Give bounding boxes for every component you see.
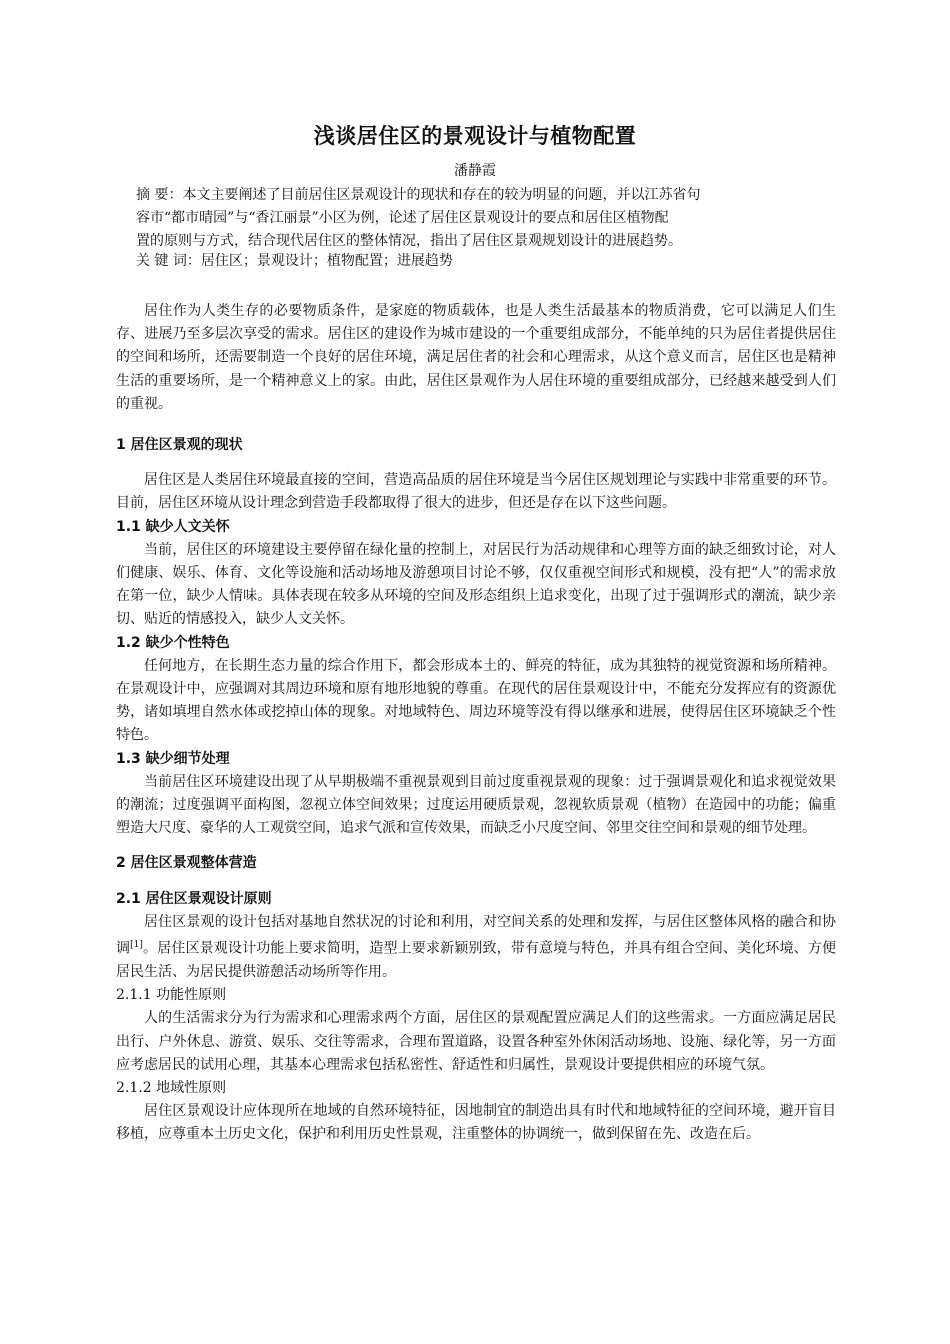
section-2-1-text-b: 。居住区景观设计功能上要求简明，造型上要求新颖别致，带有意境与特色，并具有组合空间、美化环境、方便居民生活、为居民提供游憩活动场所等作用。 — [116, 940, 837, 980]
section-2-1-2-heading: 2.1.2 地域性原则 — [116, 1079, 227, 1096]
section-1-1-heading: 1.1 缺少人文关怀 — [116, 518, 230, 535]
section-2-1-paragraph — [116, 911, 836, 984]
section-1-2-heading: 1.2 缺少个性特色 — [116, 634, 230, 651]
abstract-label: 摘 要： — [136, 187, 183, 203]
abstract-text-2: 容市“都市晴园”与“香江丽景”小区为例，论述了居住区景观设计的要点和居住区植物配 — [136, 210, 669, 226]
section-1-2-paragraph: 任何地方，在长期生态力量的综合作用下，都会形成本土的、鲜亮的特征，成为其独特的视觉资源和场所精神。在景观设计中，应强调对其周边环境和原有地形地貌的尊重。在现代的居住景观设计中，不能充分发挥应有的资源优势，诸如填埋自然水体或挖掉山体的现象。对地域特色、周边环境等没有得以继承和进展，使得居住区环境缺乏个性特色。 — [116, 657, 836, 744]
section-2-1-2-paragraph: 居住区景观设计应体现所在地域的自然环境特征，因地制宜的制造出具有时代和地域特征的空间环境，避开盲目移植，应尊重本土历史文化，保护和利用历史性景观，注重整体的协调统一，做到保留在先、改造在后。 — [116, 1103, 836, 1143]
paper-title: 浅谈居住区的景观设计与植物配置 — [313, 124, 637, 148]
section-1-heading: 1 居住区景观的现状 — [116, 437, 243, 454]
section-1-3-heading: 1.3 缺少细节处理 — [116, 750, 230, 767]
paper-body — [116, 300, 836, 1147]
section-1-3-paragraph: 当前居住区环境建设出现了从早期极端不重视景观到目前过度重视景观的现象：过于强调景观化和追求视觉效果的潮流；过度强调平面构图，忽视立体空间效果；过度运用硬质景观，忽视软质景观（植物）在造园中的功能；偏重塑造大尺度、豪华的人工观赏空间，追求气派和宣传效果，而缺乏小尺度空间、邻里交往空间和景观的细节处理。 — [116, 773, 836, 837]
abstract-text-3: 置的原则与方式，结合现代居住区的整体情况，指出了居住区景观规划设计的进展趋势。 — [136, 233, 682, 249]
keywords-label: 关 键 词： — [136, 253, 201, 269]
abstract-line-1 — [136, 184, 826, 207]
section-2-1-text-a: 居住区景观的设计包括对基地自然状况的讨论和利用，对空间关系的处理和发挥，与居住区整体风格的融合和协调 — [116, 913, 836, 957]
abstract — [136, 184, 826, 253]
keywords — [136, 250, 826, 273]
keywords-text: 居住区；景观设计；植物配置；进展趋势 — [200, 253, 453, 269]
intro-paragraph: 居住作为人类生存的必要物质条件，是家庭的物质载体，也是人类生活最基本的物质消费，它可以满足人们生存、进展乃至多层次享受的需求。居住区的建设作为城市建设的一个重要组成部分，不能单纯的只为居住者提供居住的空间和场所，还需要制造一个良好的居住环境，满足居住者的社会和心理需求，从这个意义而言，居住区也是精神生活的重要场所，是一个精神意义上的家。由此，居住区景观作为人居住环境的重要组成部分，已经越来越受到人们的重视。 — [116, 303, 836, 412]
section-1-1-paragraph: 当前，居住区的环境建设主要停留在绿化量的控制上，对居民行为活动规律和心理等方面的缺乏细致讨论，对人们健康、娱乐、体育、文化等设施和活动场地及游憩项目讨论不够，仅仅重视空间形式和规模，没有把“人”的需求放在第一位，缺少人情味。具体表现在较多从环境的空间及形态组织上追求变化，出现了过于强调形式的潮流，缺少亲切、贴近的情感投入，缺少人文关怀。 — [116, 541, 836, 628]
author-name: 潘静霞 — [454, 163, 496, 179]
section-2-1-1-paragraph: 人的生活需求分为行为需求和心理需求两个方面，居住区的景观配置应满足人们的这些需求。一方面应满足居民出行、户外休息、游赏、娱乐、交往等需求，合理布置道路，设置各种室外休闲活动场地、设施、绿化等，另一方面应考虑居民的试用心理，其基本心理需求包括私密性、舒适性和归属性，景观设计要提供相应的环境气氛。 — [116, 1010, 836, 1073]
section-2-heading: 2 居住区景观整体营造 — [116, 855, 257, 872]
abstract-text-1: 本文主要阐述了目前居住区景观设计的现状和存在的较为明显的问题，并以江苏省句 — [182, 187, 701, 203]
section-1-paragraph: 居住区是人类居住环境最直接的空间，营造高品质的居住环境是当今居住区规划理论与实践中非常重要的环节。目前，居住区环境从设计理念到营造手段都取得了很大的进步，但还是存在以下这些问题。 — [116, 472, 836, 512]
section-2-1-1-heading: 2.1.1 功能性原则 — [116, 987, 227, 1004]
reference-marker: [1] — [130, 940, 143, 951]
section-2-1-heading: 2.1 居住区景观设计原则 — [116, 890, 272, 907]
